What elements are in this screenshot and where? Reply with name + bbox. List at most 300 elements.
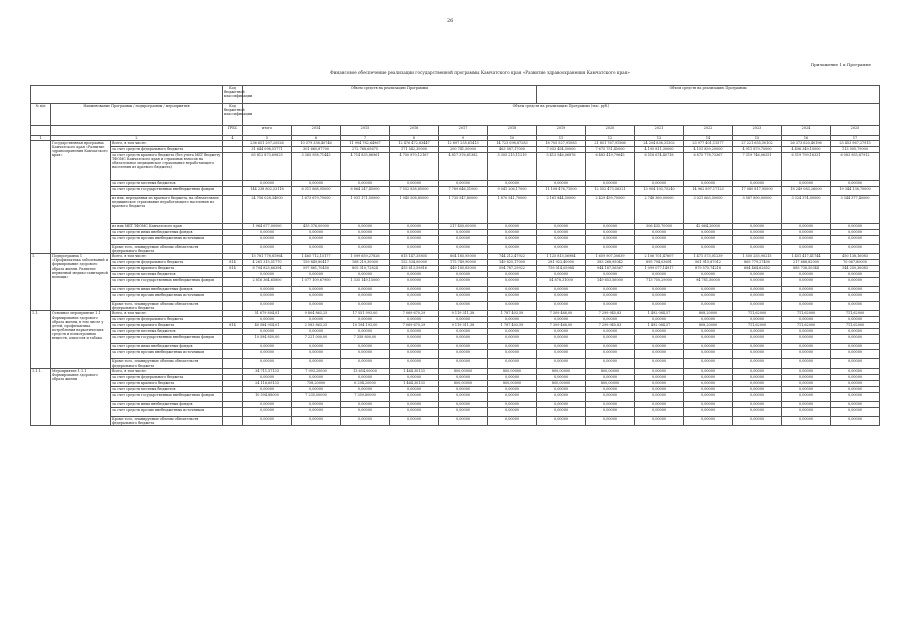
value-cell: 0,00000: [635, 350, 684, 359]
value-cell: 0,00000: [439, 278, 488, 287]
value-cell: 0,00000: [488, 272, 537, 278]
value-cell: 24 116,69133: [243, 380, 292, 386]
row-grbs: [223, 359, 243, 368]
row-label: Всего, в том числе:: [111, 311, 223, 317]
value-cell: 0,00000: [684, 416, 733, 425]
value-cell: 0,00000: [635, 287, 684, 293]
value-cell: 14 723 098,87283: [488, 141, 537, 147]
value-cell: 0,00000: [439, 407, 488, 416]
value-cell: 0,00000: [733, 278, 782, 287]
value-cell: 149 653,56000: [586, 278, 635, 287]
value-cell: 7 309 468,00: [537, 311, 586, 317]
value-cell: 0,00000: [292, 302, 341, 311]
value-cell: 0,00000: [341, 329, 390, 335]
column-number: 11: [537, 136, 586, 141]
value-cell: 0,00000: [586, 329, 635, 335]
value-cell: 6 294,20000: [341, 380, 390, 386]
header-vol-prog: Объем средств на реализацию Программы: [243, 86, 537, 104]
value-cell: 0,00000: [733, 344, 782, 350]
value-cell: 0,00000: [782, 374, 831, 380]
value-cell: 1 464,30133: [390, 380, 439, 386]
value-cell: 0,00000: [684, 230, 733, 236]
value-cell: 7 358 800,00: [341, 335, 390, 344]
value-cell: 1 492 084,57: [635, 311, 684, 317]
year-header: 2015: [341, 126, 390, 136]
value-cell: 0,00000: [635, 359, 684, 368]
value-cell: 815 147,35805: [390, 254, 439, 260]
row-label: за счет средств федерального бюджета: [111, 260, 223, 266]
value-cell: 0,00000: [390, 302, 439, 311]
value-cell: 0,00000: [684, 329, 733, 335]
value-cell: 0,00000: [488, 344, 537, 350]
value-cell: 0,00000: [831, 272, 880, 278]
value-cell: 0,00000: [831, 392, 880, 401]
value-cell: 3 021 663,50000: [684, 196, 733, 224]
value-cell: 0,00000: [635, 374, 684, 380]
value-cell: 0,00000: [586, 401, 635, 407]
value-cell: 0,00000: [341, 230, 390, 236]
value-cell: 0,00000: [537, 224, 586, 230]
row-grbs: 814: [223, 260, 243, 266]
value-cell: 0,00000: [341, 272, 390, 278]
value-cell: 0,00000: [586, 317, 635, 323]
value-cell: 6 518 674,40718: [635, 153, 684, 181]
value-cell: 0,00000: [831, 359, 880, 368]
table-row: [31, 245, 880, 254]
row-label: за счет средств государственных внебюджетных фондов: [111, 392, 223, 401]
value-cell: 0,00000: [341, 416, 390, 425]
value-cell: 0,00000: [390, 374, 439, 380]
value-cell: 0,00000: [831, 368, 880, 374]
value-cell: 0,00000: [537, 272, 586, 278]
year-header: 2017: [439, 126, 488, 136]
value-cell: 0,00000: [243, 386, 292, 392]
value-cell: 1 492 084,57: [635, 323, 684, 329]
year-header: 2025: [831, 126, 880, 136]
value-cell: 0,00000: [684, 287, 733, 293]
year-header: 2020: [586, 126, 635, 136]
section-name: Мероприятие 1.1.1 Формирование здорового образа жизни: [51, 368, 111, 425]
value-cell: 9 804 863,25: [292, 311, 341, 317]
row-grbs: [223, 407, 243, 416]
value-cell: 0,00000: [635, 245, 684, 254]
value-cell: 0,00000: [537, 401, 586, 407]
value-cell: 0,00000: [390, 329, 439, 335]
row-grbs: [223, 416, 243, 425]
value-cell: 0,00000: [537, 236, 586, 245]
value-cell: 25 453 967,27915: [831, 141, 880, 147]
value-cell: 0,00000: [831, 350, 880, 359]
value-cell: 711,62000: [733, 323, 782, 329]
value-cell: 0,00000: [733, 335, 782, 344]
row-label: Всего, в том числе:: [111, 368, 223, 374]
value-cell: 175 749,90000: [439, 260, 488, 266]
value-cell: 1 945 508,80000: [390, 196, 439, 224]
table-row: [31, 293, 880, 302]
value-cell: 0,00000: [439, 236, 488, 245]
value-cell: 383 268,95042: [586, 260, 635, 266]
value-cell: 684 464,62652: [733, 266, 782, 272]
table-row: [31, 153, 880, 181]
column-number: 13: [635, 136, 684, 141]
row-grbs: 814: [223, 323, 243, 329]
value-cell: 0,00000: [831, 407, 880, 416]
value-cell: 0,00000: [782, 278, 831, 287]
value-cell: 0,00000: [782, 302, 831, 311]
value-cell: 1 787 403,59: [488, 311, 537, 317]
page-title: Финансовое обеспечение реализации государственной программы Камчатского края «Развитие здравоохранения Камчатского края»: [330, 70, 630, 75]
value-cell: 0,00000: [439, 416, 488, 425]
value-cell: 113 005,79000: [831, 147, 880, 153]
appendix-note: Приложение 1 к Программе: [810, 62, 871, 67]
value-cell: 4 714 835,86961: [341, 153, 390, 181]
value-cell: 7 769 646,51000: [439, 187, 488, 196]
value-cell: 0,00000: [537, 335, 586, 344]
value-cell: 0,00000: [782, 416, 831, 425]
value-cell: 0,00000: [782, 272, 831, 278]
value-cell: 808,20000: [684, 311, 733, 317]
value-cell: 0,00000: [439, 335, 488, 344]
value-cell: 0,00000: [586, 416, 635, 425]
value-cell: 0,00000: [733, 224, 782, 230]
value-cell: 0,00000: [390, 350, 439, 359]
value-cell: 0,00000: [684, 335, 733, 344]
value-cell: 0,00000: [537, 317, 586, 323]
value-cell: 758,20000: [292, 380, 341, 386]
value-cell: 15 781 778,81964: [243, 254, 292, 260]
value-cell: 2 106 701,47607: [635, 254, 684, 260]
value-cell: 0,00000: [439, 374, 488, 380]
value-cell: 0,00000: [390, 224, 439, 230]
value-cell: 0,00000: [782, 344, 831, 350]
row-label: за счет средств иных внебюджетных фондов: [111, 401, 223, 407]
value-cell: 344 250,36083: [831, 266, 880, 272]
value-cell: 0,00000: [733, 380, 782, 386]
value-cell: 0,00000: [537, 293, 586, 302]
value-cell: 18 249 083,26000: [782, 187, 831, 196]
value-cell: 0,00000: [782, 392, 831, 401]
value-cell: 6 311 668,95000: [292, 187, 341, 196]
value-cell: 0,00000: [635, 272, 684, 278]
value-cell: 3 324 374,00000: [782, 196, 831, 224]
value-cell: 10 594,88000: [243, 392, 292, 401]
value-cell: 0,00000: [390, 181, 439, 187]
value-cell: 6 483 419,79645: [586, 153, 635, 181]
value-cell: 94 781,50000: [684, 278, 733, 287]
value-cell: 800,00000: [537, 380, 586, 386]
value-cell: 0,00000: [635, 230, 684, 236]
value-cell: 0,00000: [733, 287, 782, 293]
value-cell: 0,00000: [243, 350, 292, 359]
value-cell: 0,00000: [537, 230, 586, 236]
value-cell: 0,00000: [439, 392, 488, 401]
value-cell: 0,00000: [341, 344, 390, 350]
value-cell: 0,00000: [782, 317, 831, 323]
value-cell: 0,00000: [243, 287, 292, 293]
value-cell: 3 587 890,00000: [733, 196, 782, 224]
value-cell: 0,00000: [537, 374, 586, 380]
value-cell: 0,00000: [341, 401, 390, 407]
value-cell: 0,00000: [635, 236, 684, 245]
row-label: Всего, в том числе:: [111, 254, 223, 260]
value-cell: 26 373 620,40196: [782, 141, 831, 147]
value-cell: 34 711,57133: [243, 368, 292, 374]
value-cell: 0,00000: [782, 293, 831, 302]
value-cell: 0,00000: [733, 368, 782, 374]
row-label: за счет средств местных бюджетов: [111, 181, 223, 187]
value-cell: 7 319 746,06351: [733, 153, 782, 181]
table-row: [31, 335, 880, 344]
value-cell: 0,00000: [243, 230, 292, 236]
value-cell: 0,00000: [488, 386, 537, 392]
value-cell: 0,00000: [341, 287, 390, 293]
row-grbs: [223, 293, 243, 302]
column-number: 1: [31, 136, 51, 141]
value-cell: 0,00000: [390, 386, 439, 392]
value-cell: 0,00000: [390, 359, 439, 368]
value-cell: 1 465 712,15177: [292, 254, 341, 260]
value-cell: 2 748 369,00000: [635, 196, 684, 224]
value-cell: 0,00000: [684, 407, 733, 416]
value-cell: 1 931 171,50000: [341, 196, 390, 224]
value-cell: 17 551 993,00: [341, 311, 390, 317]
value-cell: 0,00000: [586, 335, 635, 344]
value-cell: 0,00000: [537, 392, 586, 401]
header-num: № п/п: [31, 104, 51, 126]
value-cell: 0,00000: [586, 302, 635, 311]
row-label: за счет средств федерального бюджета: [111, 317, 223, 323]
value-cell: 0,00000: [782, 245, 831, 254]
value-cell: 1 125 813,56984: [537, 254, 586, 260]
value-cell: 0,00000: [635, 407, 684, 416]
value-cell: 1 550 255,90215: [733, 254, 782, 260]
value-cell: 0,00000: [292, 293, 341, 302]
value-cell: 0,00000: [733, 302, 782, 311]
value-cell: 0,00000: [537, 350, 586, 359]
column-number: 6: [292, 136, 341, 141]
value-cell: 1 735 547,80000: [439, 196, 488, 224]
section-number: 1.1.: [31, 311, 51, 368]
value-cell: 11 994 782,64967: [341, 141, 390, 147]
value-cell: 800,00000: [488, 368, 537, 374]
value-cell: 0,00000: [586, 386, 635, 392]
value-cell: 711,62000: [831, 311, 880, 317]
value-cell: 0,00000: [390, 392, 439, 401]
value-cell: 0,00000: [439, 287, 488, 293]
value-cell: 1 077 109,67900: [292, 278, 341, 287]
value-cell: 0,00000: [586, 407, 635, 416]
value-cell: 0,00000: [243, 407, 292, 416]
value-cell: 0,00000: [684, 302, 733, 311]
value-cell: 0,00000: [537, 287, 586, 293]
value-cell: 0,00000: [684, 350, 733, 359]
value-cell: 0,00000: [831, 401, 880, 407]
value-cell: 0,00000: [243, 236, 292, 245]
value-cell: 0,00000: [537, 302, 586, 311]
value-cell: 0,00000: [586, 392, 635, 401]
row-label: за счет средств федерального бюджета: [111, 147, 223, 153]
value-cell: 0,00000: [439, 359, 488, 368]
value-cell: 0,00000: [488, 230, 537, 236]
value-cell: 0,00000: [733, 181, 782, 187]
value-cell: 0,00000: [831, 181, 880, 187]
value-cell: 0,00000: [635, 317, 684, 323]
value-cell: 0,00000: [831, 245, 880, 254]
value-cell: 0,00000: [684, 386, 733, 392]
value-cell: 0,00000: [341, 181, 390, 187]
value-cell: 0,00000: [243, 416, 292, 425]
value-cell: 0,00000: [782, 335, 831, 344]
table-row: [31, 302, 880, 311]
value-cell: 0,00000: [439, 293, 488, 302]
value-cell: 0,00000: [390, 401, 439, 407]
value-cell: 0,00000: [684, 368, 733, 374]
value-cell: 1 471 573,01239: [684, 254, 733, 260]
value-cell: 9 041 206,17000: [488, 187, 537, 196]
value-cell: 0,00000: [488, 350, 537, 359]
column-number: 12: [586, 136, 635, 141]
value-cell: 0,00000: [831, 335, 880, 344]
value-cell: 1 335 149,15000: [341, 278, 390, 287]
value-cell: 2 816 364,65800: [243, 278, 292, 287]
value-cell: 0,00000: [537, 386, 586, 392]
value-cell: 0,00000: [390, 317, 439, 323]
value-cell: 5 305 215,11219: [488, 153, 537, 181]
value-cell: 0,00000: [684, 317, 733, 323]
value-cell: 0,00000: [292, 344, 341, 350]
header-vol-rub: Объем средств на реализацию Программы (тыс. руб.): [243, 104, 880, 126]
value-cell: 0,00000: [733, 392, 782, 401]
value-cell: 0,00000: [635, 293, 684, 302]
value-cell: 0,00000: [390, 245, 439, 254]
value-cell: 0,00000: [488, 335, 537, 344]
value-cell: 6 083 955,87912: [831, 153, 880, 181]
value-cell: 0,00000: [684, 392, 733, 401]
value-cell: 0,00000: [782, 181, 831, 187]
value-cell: 200 741,50000: [439, 147, 488, 153]
value-cell: 144 238 802,53118: [243, 187, 292, 196]
value-cell: 0,00000: [782, 350, 831, 359]
column-number: 9: [439, 136, 488, 141]
value-cell: 17 080 817,95000: [733, 187, 782, 196]
value-cell: 0,00000: [488, 329, 537, 335]
value-cell: 10 194 193,00: [341, 323, 390, 329]
value-cell: 4 750 870,12167: [390, 153, 439, 181]
value-cell: 9 119 311,38: [439, 311, 488, 317]
value-cell: 0,00000: [390, 230, 439, 236]
value-cell: 0,00000: [243, 374, 292, 380]
year-header: 2022: [684, 126, 733, 136]
value-cell: 18 705 527,91083: [537, 141, 586, 147]
value-cell: 0,00000: [782, 329, 831, 335]
value-cell: 10 594 850,00: [243, 335, 292, 344]
value-cell: 0,00000: [488, 317, 537, 323]
value-cell: 0,00000: [586, 350, 635, 359]
value-cell: 0,00000: [831, 344, 880, 350]
value-cell: 450 138,16083: [831, 254, 880, 260]
value-cell: 0,00000: [733, 359, 782, 368]
value-cell: 0,00000: [586, 287, 635, 293]
value-cell: 0,00000: [341, 317, 390, 323]
value-cell: 24 204 836,31302: [635, 141, 684, 147]
value-cell: 0,00000: [782, 386, 831, 392]
row-grbs: [223, 187, 243, 196]
row-label: за счет средств прочих внебюджетных источников: [111, 293, 223, 302]
value-cell: 0,00000: [292, 317, 341, 323]
row-label: за счет средств прочих внебюджетных источников: [111, 350, 223, 359]
value-cell: 6 864 247,45000: [341, 187, 390, 196]
row-grbs: [223, 245, 243, 254]
value-cell: 455 376,00000: [292, 224, 341, 230]
table-row: [31, 392, 880, 401]
value-cell: 0,00000: [488, 287, 537, 293]
value-cell: 0,00000: [292, 407, 341, 416]
column-number: 10: [488, 136, 537, 141]
value-cell: 217 400,00000: [439, 224, 488, 230]
row-grbs: [223, 302, 243, 311]
value-cell: 65 812 873,69825: [243, 153, 292, 181]
value-cell: 4 496 349,10000: [782, 147, 831, 153]
value-cell: 0,00000: [390, 293, 439, 302]
value-cell: 0,00000: [439, 272, 488, 278]
column-number: 8: [390, 136, 439, 141]
value-cell: 10 379 358,40746: [292, 141, 341, 147]
value-cell: 0,00000: [733, 245, 782, 254]
value-cell: 0,00000: [831, 416, 880, 425]
value-cell: 0,00000: [831, 224, 880, 230]
value-cell: 1 870 541,70000: [488, 196, 537, 224]
year-header: 2019: [537, 126, 586, 136]
value-cell: 4 195 811,30000: [635, 147, 684, 153]
value-cell: 12 476 472,83447: [390, 141, 439, 147]
value-cell: 713 750,29000: [635, 278, 684, 287]
row-label: Кроме того, планируемые объемы обязательств федерального бюджета: [111, 245, 223, 254]
header-code-bc: Код бюджетной классификации: [223, 86, 243, 104]
section-name: Государственная программа Камчатского края «Развитие здравоохранения Камчатского края»: [51, 141, 111, 254]
value-cell: 31 644 098,51771: [243, 147, 292, 153]
row-label: за счет средств краевого бюджета: [111, 266, 223, 272]
value-cell: 0,00000: [488, 181, 537, 187]
value-cell: 0,00000: [586, 359, 635, 368]
value-cell: 0,00000: [390, 416, 439, 425]
value-cell: 0,00000: [782, 287, 831, 293]
value-cell: 7 299 945,83: [586, 311, 635, 317]
row-label: за счет средств краевого бюджета: [111, 380, 223, 386]
row-label: за счет средств иных внебюджетных фондов: [111, 230, 223, 236]
header-code-bc2: Код бюджетной классификации: [223, 104, 243, 126]
row-label: за счет средств государственных внебюджетных фондов: [111, 335, 223, 344]
value-cell: 0,00000: [635, 392, 684, 401]
value-cell: 1 464,30133: [390, 368, 439, 374]
value-cell: 711,62000: [831, 323, 880, 329]
row-grbs: [223, 278, 243, 287]
value-cell: 0,00000: [586, 181, 635, 187]
value-cell: 0,00000: [488, 407, 537, 416]
value-cell: 0,00000: [439, 245, 488, 254]
header-empty: [31, 126, 51, 136]
value-cell: 0,00000: [390, 287, 439, 293]
value-cell: 24 756 028,34000: [243, 196, 292, 224]
row-label: за счет средств местных бюджетов: [111, 386, 223, 392]
value-cell: 7 069 670,29: [390, 323, 439, 329]
value-cell: 0,00000: [439, 317, 488, 323]
value-cell: 800,00000: [537, 368, 586, 374]
row-label: Кроме того, планируемые объемы обязательств федерального бюджета: [111, 302, 223, 311]
value-cell: 0,00000: [488, 401, 537, 407]
value-cell: 944 187,56567: [586, 266, 635, 272]
value-cell: 7 299 945,83: [586, 323, 635, 329]
value-cell: 0,00000: [341, 293, 390, 302]
